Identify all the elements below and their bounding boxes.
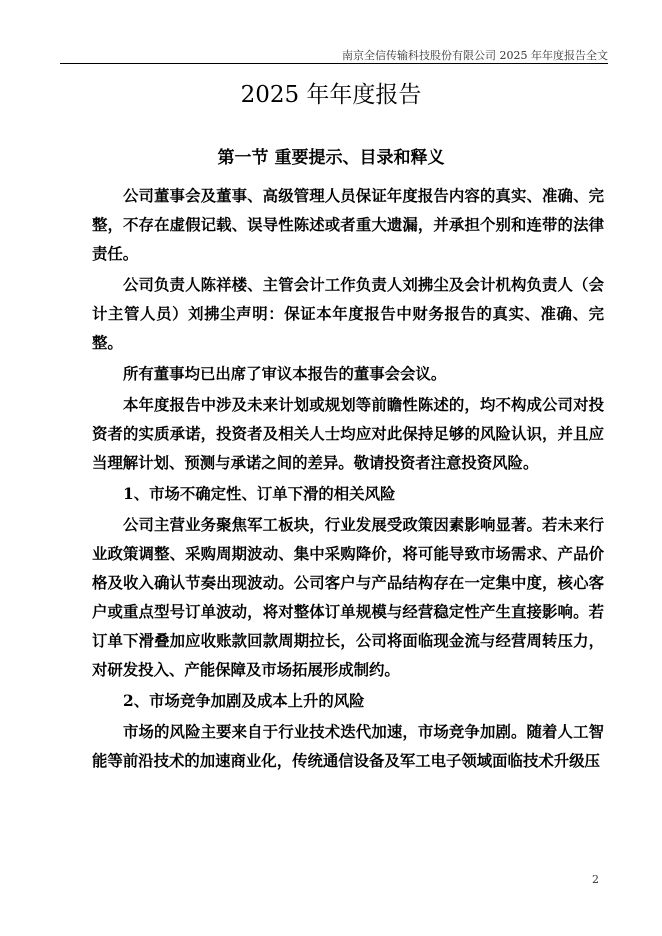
paragraph-forward-looking: 本年度报告中涉及未来计划或规划等前瞻性陈述的，均不构成公司对投资者的实质承诺，投资者及相关人士均应对此保持足够的风险认识，并且应当理解计划、预测与承诺之间的差异。敬请投资者注意投资风险。 xyxy=(92,396,604,472)
header-rule xyxy=(60,63,608,64)
running-header: 南京全信传输科技股份有限公司 2025 年年度报告全文 xyxy=(342,49,608,62)
document-body xyxy=(92,182,604,778)
paragraph-directors-attendance: 所有董事均已出席了审议本报告的董事会会议。 xyxy=(123,365,447,383)
page-number: 2 xyxy=(592,873,599,886)
risk2-heading: 2、市场竞争加剧及成本上升的风险 xyxy=(123,692,365,710)
section-title: 第一节 重要提示、目录和释义 xyxy=(217,148,445,168)
risk1-text: 公司主营业务聚焦军工板块，行业发展受政策因素影响显著。若未来行业政策调整、采购周期波动、集中采购降价，将可能导致市场需求、产品价格及收入确认节奏出现波动。公司客户与产品结构存在一定集中度，核心客户或重点型号订单波动，将对整体订单规模与经营稳定性产生直接影响。若订单下滑叠加应收账款回款周期拉长，公司将面临现金流与经营周转压力，对研发投入、产能保障及市场拓展形成制约。 xyxy=(92,516,604,679)
report-title: 2025 年年度报告 xyxy=(240,82,422,108)
paragraph-board-guarantee: 公司董事会及董事、高级管理人员保证年度报告内容的真实、准确、完整，不存在虚假记载、误导性陈述或者重大遗漏，并承担个别和连带的法律责任。 xyxy=(92,187,604,263)
paragraph-responsible-persons: 公司负责人陈祥楼、主管会计工作负责人刘拂尘及会计机构负责人（会计主管人员）刘拂尘声明：保证本年度报告中财务报告的真实、准确、完整。 xyxy=(92,276,604,352)
risk1-heading: 1、市场不确定性、订单下滑的相关风险 xyxy=(123,485,396,503)
risk2-text: 市场的风险主要来自于行业技术迭代加速，市场竞争加剧。随着人工智能等前沿技术的加速商业化，传统通信设备及军工电子领域面临技术升级压 xyxy=(92,723,604,770)
